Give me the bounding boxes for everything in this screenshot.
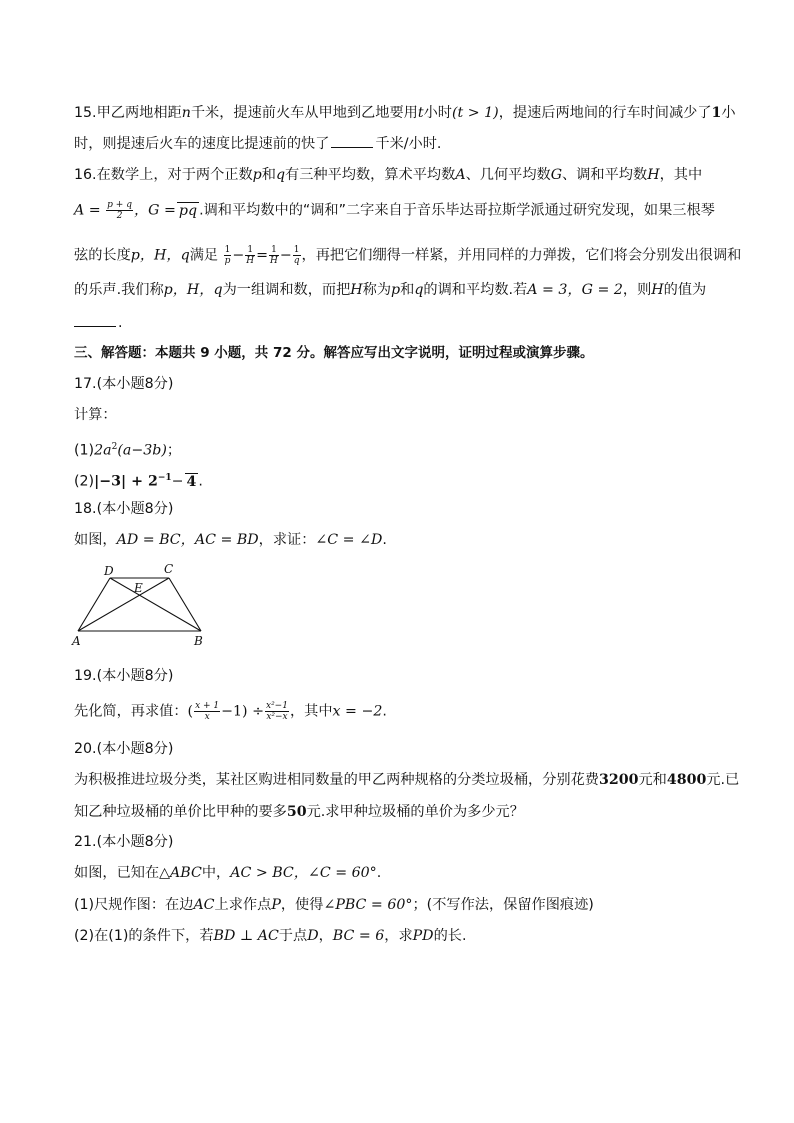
q15-line-1: 15.甲乙两地相距n千米，提速前火车从甲地到乙地要用t小时(t > 1)，提速后两地间的行车时间减少了1小 <box>74 105 736 121</box>
q20-line-2: 知乙种垃圾桶的单价比甲种的要多50元.求甲种垃圾桶的单价为多少元？ <box>74 804 524 820</box>
label-D: D <box>104 564 114 578</box>
answer-blank <box>74 312 116 327</box>
label-B: B <box>194 634 203 648</box>
q17-item-1: $(1)2a^2(a-3b)$； <box>74 442 182 459</box>
label-E: E <box>134 581 143 595</box>
q16-line-3: 弦的长度p，H，q满足 $\frac{1}{p}$ − $\frac{1}{H}$ = $\frac{1}{H}$ − $\frac{1}{q}$ ，再把它们绷得一样紧，并用同样的力弹拨，它们将会分别发出很调和 <box>74 245 742 266</box>
q20-header: 20.(本小题8分) <box>74 741 174 757</box>
q19-text: 先化简，再求值：( $\frac{x + 1}{x}$ −1) ÷ $\frac{\text{x²−1}}{\text{x²−x}}$ ，其中x = −2. <box>74 701 387 722</box>
q21-item-1: (1)尺规作图：在边AC上求作点P，使得∠PBC = 60°；(不写作法，保留作图痕迹) <box>74 897 594 913</box>
q18-triangle-figure <box>68 558 218 650</box>
q15-line-2: 时，则提速后火车的速度比提速前的快了 千米/小时. <box>74 133 441 154</box>
segment-CB <box>169 578 201 631</box>
sqrt-pq: pq <box>178 202 198 219</box>
segment-AD <box>78 578 110 631</box>
q21-text: 如图，已知在△ABC中，AC > BC，∠C = 60°. <box>74 865 382 881</box>
fraction-p-plus-q-over-2: $\frac{p + q}{2}$ <box>107 200 132 221</box>
q16-number: 16. <box>74 167 97 183</box>
q17-header: 17.(本小题8分) <box>74 376 174 392</box>
q17-intro: 计算： <box>74 407 117 423</box>
q18-text: 如图，AD = BC，AC = BD，求证：∠C = ∠D. <box>74 532 387 548</box>
q16-line-5: . <box>74 312 123 333</box>
section-3-heading: 三、解答题：本题共 9 小题，共 72 分。解答应写出文字说明，证明过程或演算步骤。 <box>74 345 594 361</box>
q16-line-4: 的乐声.我们称p，H，q为一组调和数，而把H称为p和q的调和平均数.若A = 3，G = 2，则H的值为 <box>74 282 707 298</box>
q16-line-2: A = $\frac{p + q}{2}$ ，G = pq .调和平均数中的“调和”二字来自于音乐毕达哥拉斯学派通过研究发现，如果三根琴 <box>74 200 715 221</box>
label-C: C <box>164 562 174 576</box>
q17-item-2: $(2)|-3| + 2^{-1}- 4$ . <box>74 473 203 490</box>
q20-line-1: 为积极推进垃圾分类，某社区购进相同数量的甲乙两种规格的分类垃圾桶，分别花费3200元和4800元.已 <box>74 772 740 788</box>
sqrt-4: 4 <box>186 473 197 490</box>
label-A: A <box>72 634 81 648</box>
q15-number: 15. <box>74 105 97 121</box>
answer-blank <box>331 133 373 148</box>
q16-line-1: 16.在数学上，对于两个正数p和q有三种平均数，算术平均数A、几何平均数G、调和平均数H，其中 <box>74 167 703 183</box>
q19-header: 19.(本小题8分) <box>74 668 174 684</box>
q18-header: 18.(本小题8分) <box>74 501 174 517</box>
q21-item-2: (2)在(1)的条件下，若BD ⊥ AC于点D，BC = 6，求PD的长. <box>74 928 467 944</box>
q21-header: 21.(本小题8分) <box>74 834 174 850</box>
